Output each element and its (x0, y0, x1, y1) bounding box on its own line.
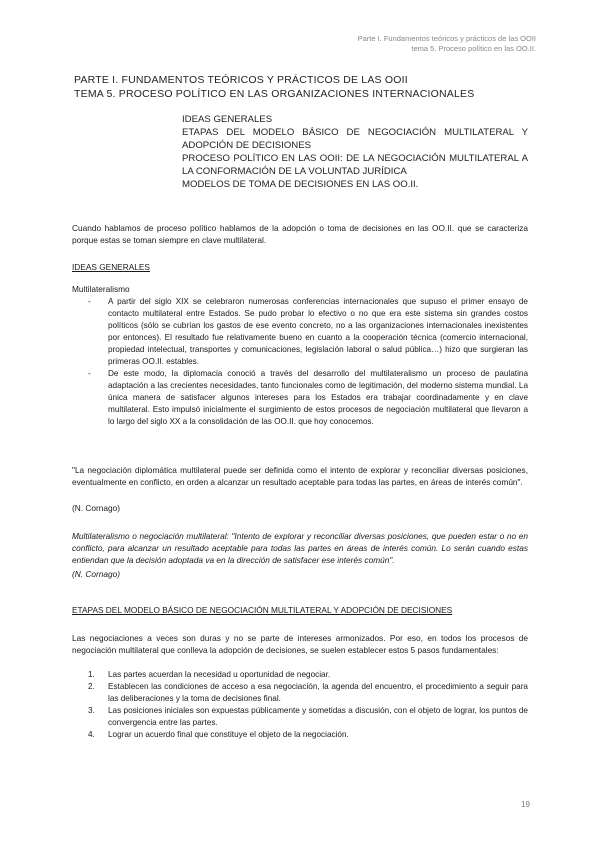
page-number: 19 (521, 800, 530, 809)
definition-paragraph: Multilateralismo o negociación multilateral: "Intento de explorar y reconciliar diversas posiciones, que pueden estar o no en conflicto, para alcanzar un resultado aceptable para todas las partes en áreas de interés común. Lo serán cuando estas entiendan que la decisión adoptada va en la dirección de satisfacer ese interés común". (72, 531, 528, 565)
document-title-topic: TEMA 5. PROCESO POLÍTICO EN LAS ORGANIZACIONES INTERNACIONALES (74, 88, 475, 100)
list-item (88, 729, 528, 741)
section-heading-ideas-generales: IDEAS GENERALES (72, 262, 150, 272)
toc-item: MODELOS DE TOMA DE DECISIONES EN LAS OO.II. (182, 179, 419, 190)
step-number: 2. (88, 682, 95, 691)
list-item (88, 296, 528, 368)
document-title-part: PARTE I. FUNDAMENTOS TEÓRICOS Y PRÁCTICOS DE LAS OOII (74, 74, 408, 86)
intro-paragraph: Cuando hablamos de proceso político hablamos de la adopción o toma de decisiones en las OO.II. que se caracteriza porque estas se toman siempre en clave multilateral. (72, 223, 528, 245)
toc-item: ETAPAS DEL MODELO BÁSICO DE NEGOCIACIÓN MULTILATERAL Y ADOPCIÓN DE DECISIONES (182, 127, 528, 151)
step-number: 1. (88, 670, 95, 679)
bullet-marker: - (88, 297, 91, 306)
running-header-line-2: tema 5. Proceso político en las OO.II. (411, 44, 536, 53)
step-number: 4. (88, 730, 95, 739)
bullet-text: De este modo, la diplomacia conoció a través del desarrollo del multilateralismo un proceso de paulatina adaptación a las crecientes necesidades, tanto funcionales como de legitimación, del moderno sistema mundial. La única manera de satisfacer algunos intereses para los Estados era trabajar coordinadamente y en clave multilateral. Esto impulsó inicialmente el surgimiento de estos procesos de negociación multilateral que llevaron a lo largo del siglo XX a la consolidación de las OO.II. que hoy conocemos. (108, 369, 528, 426)
step-text: Lograr un acuerdo final que constituye el objeto de la negociación. (108, 730, 349, 739)
numbered-steps-list (88, 669, 528, 741)
definition-author: (N. Cornago) (72, 569, 120, 579)
bullet-text: A partir del siglo XIX se celebraron numerosas conferencias internacionales que supuso el primer ensayo de contacto multilateral entre Estados. Se pudo probar lo efectivo o no que era este sistema sin grandes costos políticos (sólo se cubrían los gastos de ese evento concreto, no a las organizaciones internacionales inexistentes por entonces). El resultado fue relativamente bueno en cuanto a la cooperación técnica (comercio internacional, propiedad intelectual, transportes y comunicaciones, legislación laboral o salud pública…) hizo que surgieran las primeras OO.II. estables. (108, 297, 528, 366)
list-item (88, 368, 528, 428)
bullet-list (88, 296, 528, 428)
running-header (358, 34, 536, 54)
quote-author: (N. Cornago) (72, 503, 120, 513)
step-text: Las posiciones iniciales son expuestas públicamente y sometidas a discusión, con el objeto de lograr, los puntos de convergencia entre las partes. (108, 706, 528, 727)
step-number: 3. (88, 706, 95, 715)
toc-item: IDEAS GENERALES (182, 114, 273, 125)
running-header-line-1: Parte I. Fundamentos teóricos y prácticos de las OOII (357, 34, 536, 43)
list-item (88, 705, 528, 729)
quote-paragraph: "La negociación diplomática multilateral puede ser definida como el intento de explorar y reconciliar diversas posiciones, eventualmente en conflicto, en orden a alcanzar un resultado aceptable para todas las partes, en áreas de interés común". (72, 465, 528, 487)
step-text: Establecen las condiciones de acceso a esa negociación, la agenda del encuentro, el procedimiento a seguir para las deliberaciones y la toma de decisiones final. (108, 682, 528, 703)
etapas-intro-paragraph: Las negociaciones a veces son duras y no se parte de intereses armonizados. Por eso, en todos los procesos de negociación multilateral que conlleva la adopción de decisiones, se suelen establecer estos 5 pasos fundamentales: (72, 633, 528, 655)
bullet-marker: - (88, 369, 91, 378)
list-item (88, 669, 528, 681)
subheading-multilateralismo: Multilateralismo (72, 284, 130, 294)
list-item (88, 681, 528, 705)
section-heading-etapas: ETAPAS DEL MODELO BÁSICO DE NEGOCIACIÓN MULTILATERAL Y ADOPCIÓN DE DECISIONES (72, 605, 453, 615)
table-of-contents (182, 113, 528, 191)
toc-item: PROCESO POLÍTICO EN LAS OOII: DE LA NEGOCIACIÓN MULTILATERAL A LA CONFORMACIÓN DE LA VOLUNTAD JURÍDICA (182, 153, 528, 177)
step-text: Las partes acuerdan la necesidad u oportunidad de negociar. (108, 670, 331, 679)
